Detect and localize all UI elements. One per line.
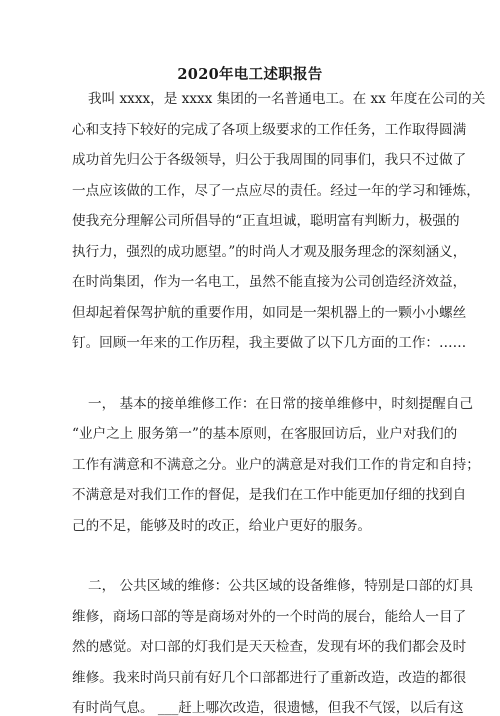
- document-title: 2020年电工述职报告: [177, 66, 323, 83]
- paragraph-line: 使我充分理解公司所倡导的“正直坦诚，聪明富有判断力，极强的: [72, 213, 460, 229]
- paragraph-line: 但却起着保驾护航的重要作用，如同是一架机器上的一颗小小螺丝: [72, 305, 467, 321]
- paragraph-line: “业户之上 服务第一”的基本原则，在客服回访后，业户对我们的: [72, 426, 458, 442]
- paragraph-line: 钉。回顾一年来的工作历程，我主要做了以下几方面的工作：……: [72, 335, 467, 351]
- paragraph-line: 维修。我来时尚只前有好几个口部都进行了重新改造，改造的都很: [72, 670, 467, 686]
- paragraph-line: 心和支持下较好的完成了各项上级要求的工作任务，工作取得圆满: [72, 122, 467, 138]
- section-one-heading-line: 一， 基本的接单维修工作：在日常的接单维修中，时刻提醒自己: [88, 396, 473, 412]
- paragraph-line: 一点应该做的工作，尽了一点应尽的责任。经过一年的学习和锤炼，: [72, 183, 480, 199]
- paragraph-line: 维修，商场口部的等是商场对外的一个时尚的展台，能给人一目了: [72, 609, 467, 625]
- paragraph-line: 有时尚气息。 ___赶上哪次改造，很遗憾，但我不气馁，以后有这: [72, 700, 464, 716]
- paragraph-line: 在时尚集团，作为一名电工，虽然不能直接为公司创造经济效益，: [72, 274, 467, 290]
- paragraph-line: 我叫 xxxx，是 xxxx 集团的一名普通电工。在 xx 年度在公司的关: [88, 91, 486, 107]
- paragraph-line: 执行力，强烈的成功愿望。”的时尚人才观及服务理念的深刻涵义，: [72, 244, 467, 260]
- section-two-heading-line: 二， 公共区域的维修：公共区域的设备维修，特别是口部的灯具: [88, 578, 473, 594]
- paragraph-line: 不满意是对我们工作的督促，是我们在工作中能更加仔细的找到自: [72, 487, 467, 503]
- paragraph-line: 成功首先归公于各级领导，归公于我周围的同事们，我只不过做了: [72, 152, 467, 168]
- paragraph-line: 然的感觉。对口部的灯我们是天天检查，发现有坏的我们都会及时: [72, 639, 467, 655]
- paragraph-line: 己的不足，能够及时的改正，给业户更好的服务。: [72, 518, 372, 534]
- paragraph-line: 工作有满意和不满意之分。业户的满意是对我们工作的肯定和自持；: [72, 457, 480, 473]
